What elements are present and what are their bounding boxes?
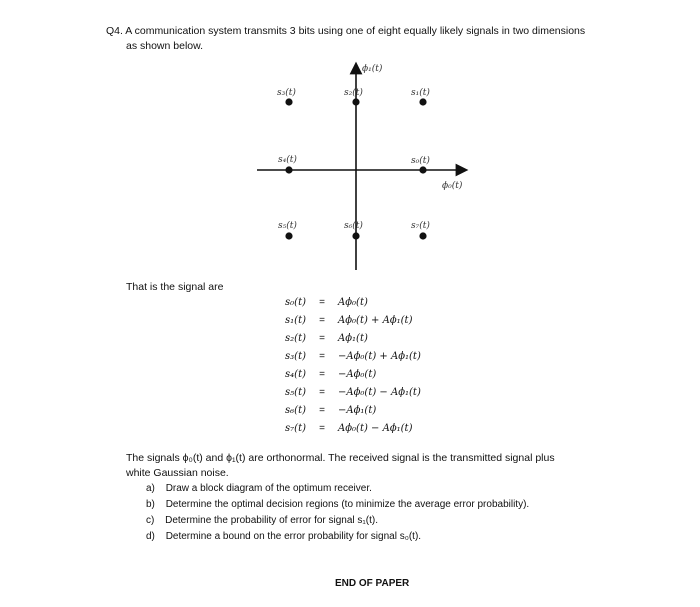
equation-lhs: s₄(t) (285, 369, 306, 380)
equation-row (270, 369, 376, 380)
equation-lhs: s₀(t) (285, 297, 306, 308)
point-label-s0: s₀(t) (411, 156, 430, 166)
phi1-axis-label: ϕ₁(t) (362, 64, 383, 74)
description-line-1: The signals ϕ₀(t) and ϕ₁(t) are orthonormal. The received signal is the transmitted signal plus (126, 452, 555, 464)
point-label-s3: s₃(t) (277, 88, 296, 98)
question-line-1: Q4. A communication system transmits 3 bits using one of eight equally likely signals in two dimensions (106, 25, 586, 37)
equals-sign: = (319, 405, 325, 416)
point-s0 (419, 166, 426, 173)
equation-lhs: s₃(t) (285, 351, 306, 362)
equation-rhs: −Aϕ₀(t) (338, 369, 377, 380)
constellation-diagram (0, 0, 700, 300)
point-s3 (285, 98, 292, 105)
task-item (146, 531, 421, 542)
equation-row (270, 333, 368, 344)
equation-lhs: s₂(t) (285, 333, 306, 344)
equals-sign: = (319, 423, 325, 434)
equals-sign: = (319, 333, 325, 344)
equation-row (270, 351, 421, 362)
task-marker: d) (146, 531, 155, 542)
equation-rhs: Aϕ₀(t) + Aϕ₁(t) (338, 315, 413, 326)
equation-lhs: s₅(t) (285, 387, 306, 398)
equals-sign: = (319, 315, 325, 326)
point-label-s1: s₁(t) (411, 88, 430, 98)
point-s7 (419, 232, 426, 239)
equation-lhs: s₆(t) (285, 405, 306, 416)
point-s1 (419, 98, 426, 105)
point-label-s6: s₆(t) (344, 221, 363, 231)
equals-sign: = (319, 351, 325, 362)
task-text: Determine a bound on the error probability for signal s₀(t). (165, 531, 422, 542)
equation-rhs: −Aϕ₀(t) − Aϕ₁(t) (338, 387, 421, 398)
phi0-axis-label: ϕ₀(t) (442, 181, 463, 191)
point-s2 (352, 98, 359, 105)
equation-lhs: s₁(t) (285, 315, 306, 326)
equation-lhs: s₇(t) (285, 423, 306, 434)
task-text: Draw a block diagram of the optimum receiver. (165, 483, 372, 494)
signals-intro: That is the signal are (126, 281, 224, 293)
equation-rhs: −Aϕ₁(t) (338, 405, 377, 416)
point-label-s4: s₄(t) (278, 155, 297, 165)
equation-row (270, 315, 412, 326)
equation-rhs: Aϕ₁(t) (338, 333, 368, 344)
equation-row (270, 423, 412, 434)
equals-sign: = (319, 387, 325, 398)
task-marker: a) (146, 483, 155, 494)
task-text: Determine the probability of error for signal s₁(t). (165, 515, 379, 526)
point-label-s2: s₂(t) (344, 88, 363, 98)
end-of-paper: END OF PAPER (335, 578, 410, 589)
equation-row (270, 297, 368, 308)
equation-row (270, 387, 421, 398)
question-line-2: as shown below. (126, 40, 204, 52)
task-item (146, 499, 529, 510)
equals-sign: = (319, 369, 325, 380)
point-label-s5: s₅(t) (278, 221, 297, 231)
description-line-2: white Gaussian noise. (126, 467, 229, 479)
equals-sign: = (319, 297, 325, 308)
equation-rhs: −Aϕ₀(t) + Aϕ₁(t) (338, 351, 421, 362)
point-s6 (352, 232, 359, 239)
equation-rhs: Aϕ₀(t) − Aϕ₁(t) (338, 423, 413, 434)
equation-rhs: Aϕ₀(t) (338, 297, 368, 308)
task-item (146, 483, 372, 494)
equation-row (270, 405, 376, 416)
task-marker: c) (146, 515, 155, 526)
point-label-s7: s₇(t) (411, 221, 430, 231)
task-item (146, 515, 378, 526)
point-s4 (285, 166, 292, 173)
task-marker: b) (146, 499, 155, 510)
point-s5 (285, 232, 292, 239)
task-text: Determine the optimal decision regions (to minimize the average error probability). (165, 499, 530, 510)
